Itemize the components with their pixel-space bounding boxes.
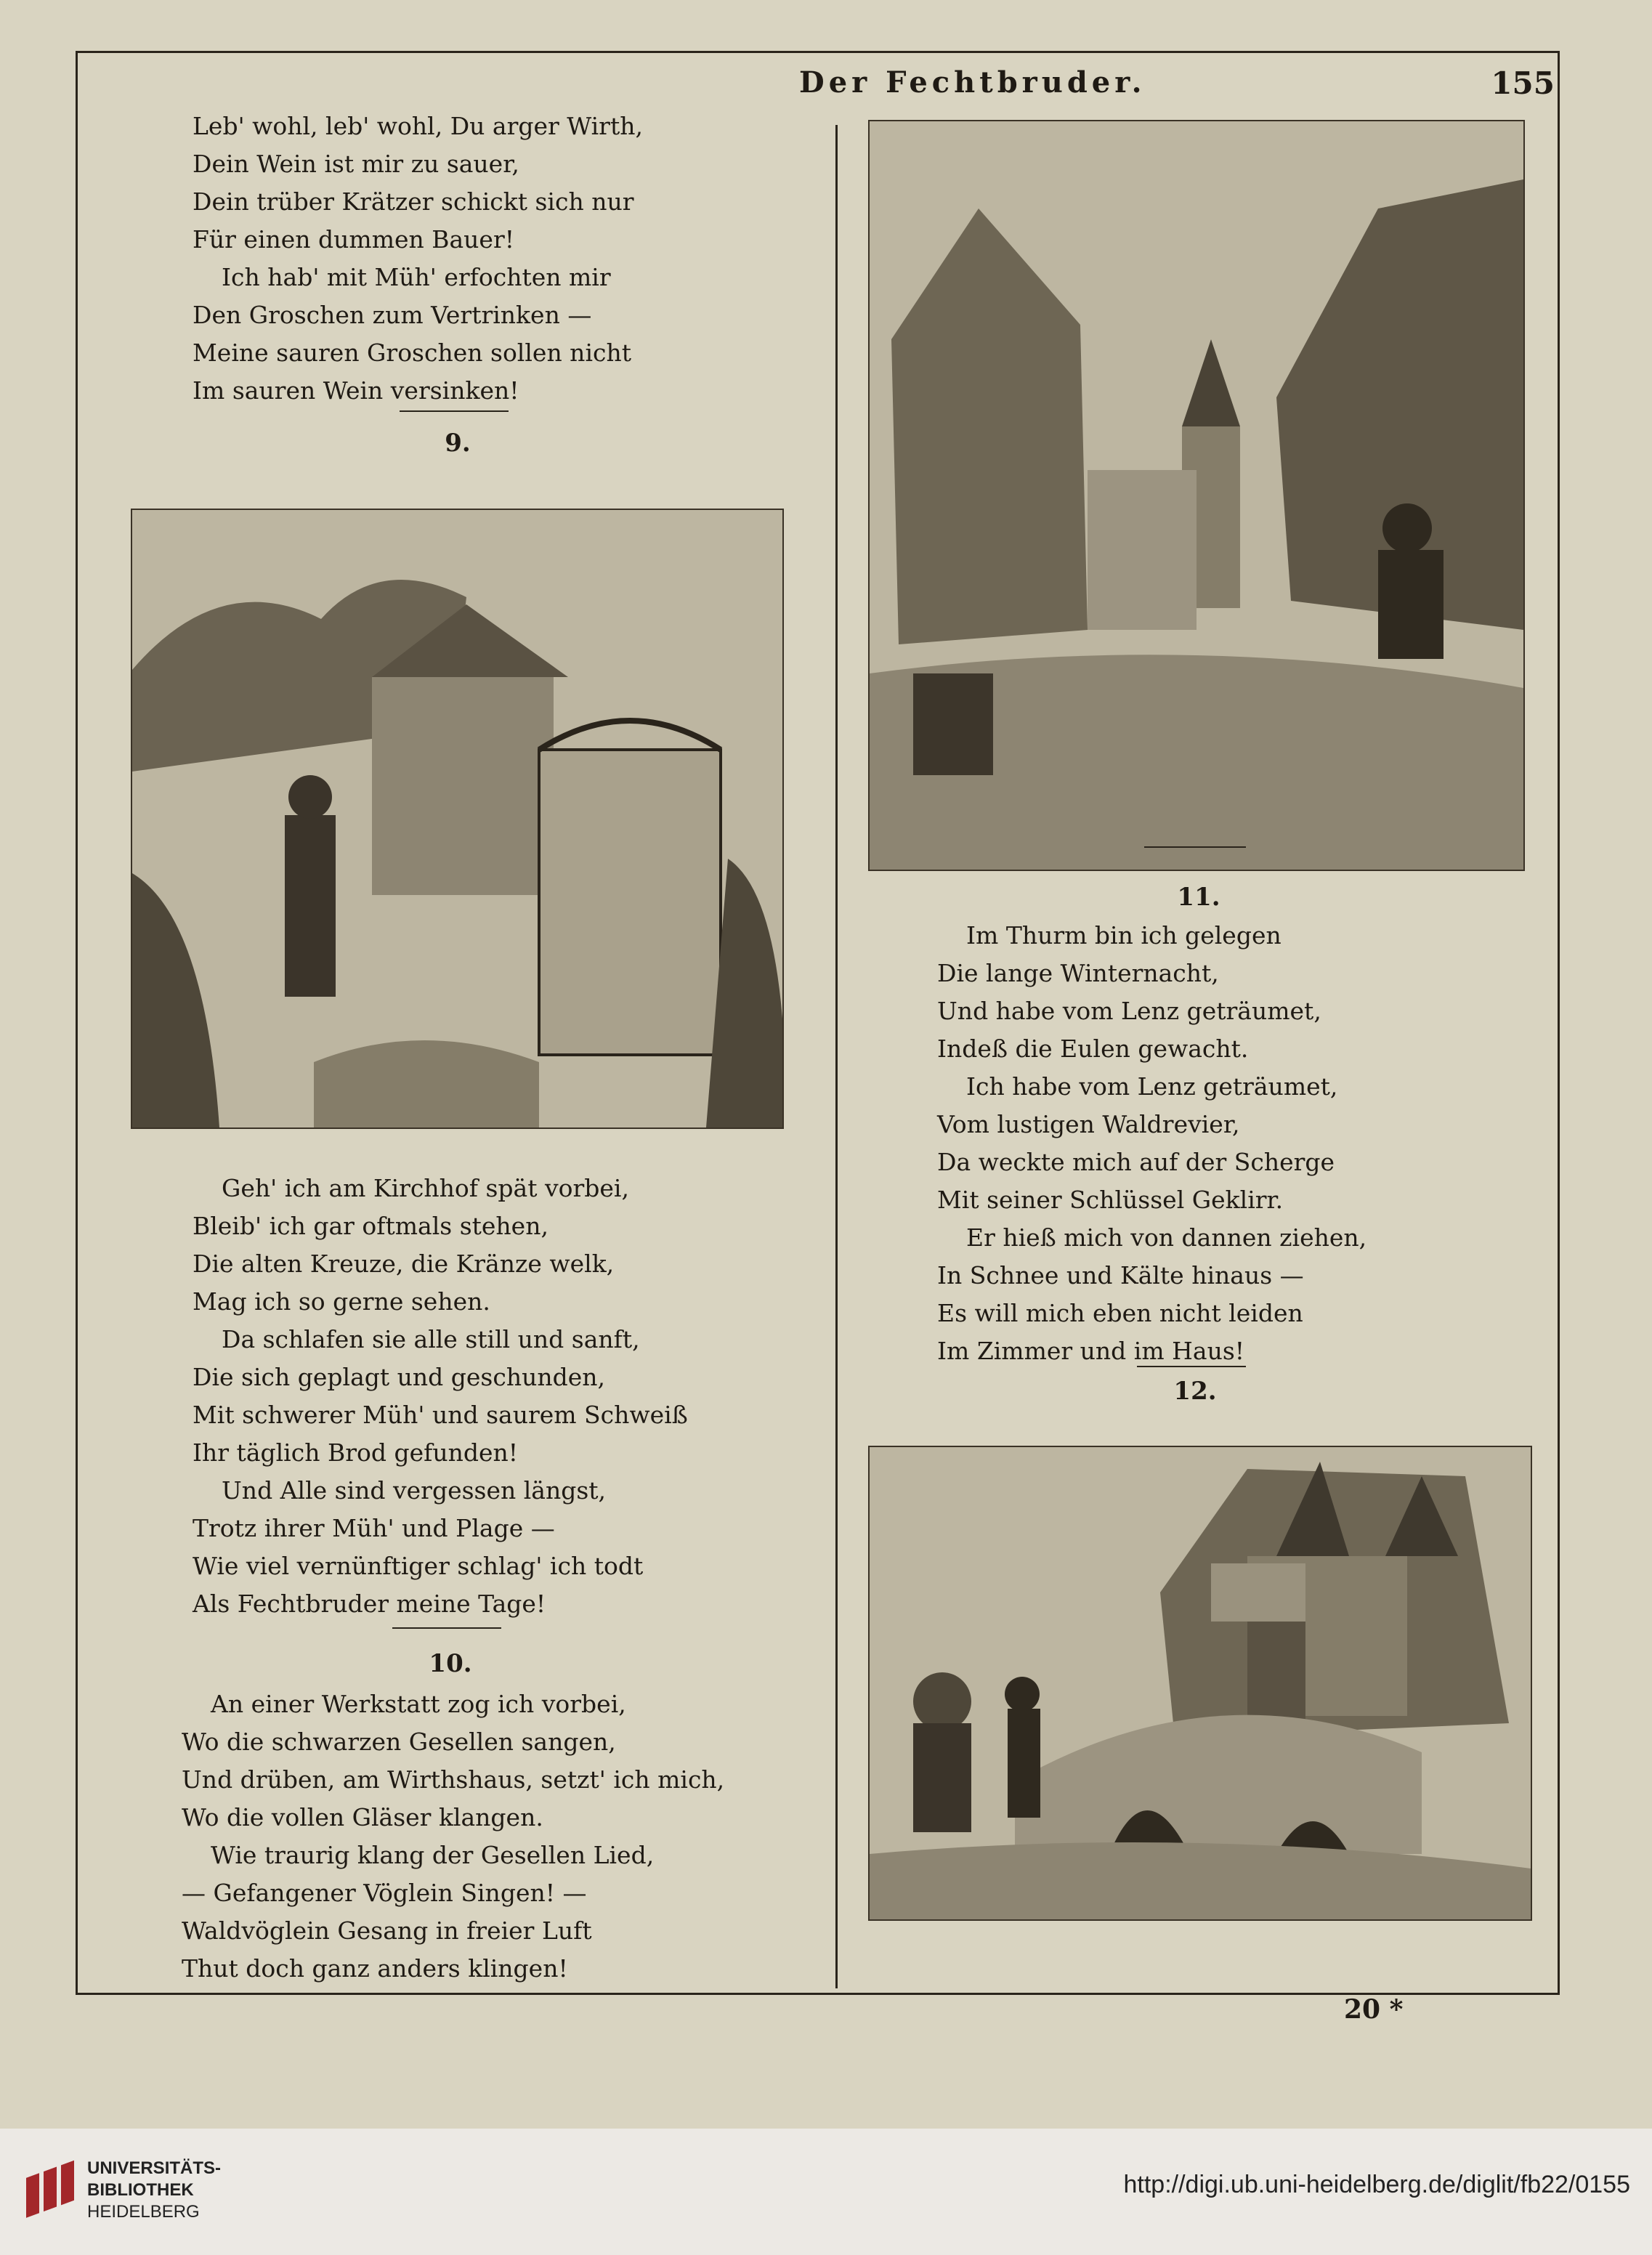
verse-line: In Schnee und Kälte hinaus — [937, 1261, 1304, 1290]
library-logo-icon [22, 2158, 80, 2223]
bridge-castle-engraving [870, 1447, 1531, 1919]
verse-line: Es will mich eben nicht leiden [937, 1299, 1303, 1327]
verse-line: Die alten Kreuze, die Kränze welk, [193, 1250, 615, 1278]
verse-line: Mit seiner Schlüssel Geklirr. [937, 1186, 1284, 1214]
churchyard-engraving [132, 510, 782, 1128]
signature-mark: 20 * [1344, 1994, 1404, 2025]
stanza-10 [182, 1685, 724, 1988]
running-title: Der Fechtbruder. [799, 65, 1146, 100]
library-footer [0, 2129, 1652, 2255]
source-url-link[interactable]: http://digi.ub.uni-heidelberg.de/diglit/fb22/0155 [1123, 2171, 1630, 2198]
verse-line: Mag ich so gerne sehen. [193, 1287, 490, 1316]
verse-line: Die sich geplagt und geschunden, [193, 1363, 605, 1391]
column-divider [835, 125, 838, 1988]
verse-line: Indeß die Eulen gewacht. [937, 1035, 1249, 1063]
section-rule [392, 1627, 501, 1629]
verse-line: Wie traurig klang der Gesellen Lied, [211, 1841, 655, 1869]
library-name [87, 2158, 221, 2223]
verse-line: Ich habe vom Lenz geträumet, [966, 1072, 1338, 1101]
verse-line: Wie viel vernünftiger schlag' ich todt [193, 1552, 644, 1580]
verse-line: Ihr täglich Brod gefunden! [193, 1438, 518, 1467]
section-number-12: 12. [1173, 1377, 1217, 1406]
stanza-11 [937, 917, 1366, 1370]
page-number: 155 [1491, 65, 1555, 101]
verse-line: Meine sauren Groschen sollen nicht [193, 339, 631, 367]
churchyard-illustration [131, 509, 784, 1129]
verse-line: Waldvöglein Gesang in freier Luft [182, 1916, 592, 1945]
stanza-9 [193, 1170, 688, 1623]
verse-line: Ich hab' mit Müh' erfochten mir [222, 263, 611, 291]
verse-line: Wo die vollen Gläser klangen. [182, 1803, 543, 1831]
library-logo [22, 2158, 80, 2223]
verse-line: Wo die schwarzen Gesellen sangen, [182, 1728, 616, 1756]
verse-line: Als Fechtbruder meine Tage! [193, 1590, 546, 1618]
verse-line: Geh' ich am Kirchhof spät vorbei, [222, 1174, 629, 1202]
verse-line: An einer Werkstatt zog ich vorbei, [211, 1690, 626, 1718]
section-number-9: 9. [445, 429, 471, 458]
verse-line: Thut doch ganz anders klingen! [182, 1954, 568, 1983]
verse-line: Er hieß mich von dannen ziehen, [966, 1223, 1367, 1252]
section-rule [1137, 1366, 1246, 1367]
verse-line: Im Thurm bin ich gelegen [966, 921, 1281, 950]
library-name-line: UNIVERSITÄTS- [87, 2158, 222, 2178]
verse-line: Und habe vom Lenz geträumet, [937, 997, 1321, 1025]
verse-line: Im sauren Wein versinken! [193, 376, 519, 405]
verse-line: Für einen dummen Bauer! [193, 225, 515, 254]
verse-line: — Gefangener Vöglein Singen! — [182, 1879, 587, 1907]
verse-line: Und drüben, am Wirthshaus, setzt' ich mich, [182, 1765, 725, 1794]
section-rule [400, 410, 509, 412]
verse-line: Da schlafen sie alle still und sanft, [222, 1325, 640, 1353]
verse-line: Den Groschen zum Vertrinken — [193, 301, 592, 329]
library-name-line: HEIDELBERG [87, 2202, 200, 2222]
page-header [80, 64, 1562, 108]
section-number-10: 10. [429, 1649, 472, 1678]
stanza-top [193, 108, 643, 410]
bridge-castle-illustration [868, 1446, 1532, 1921]
verse-line: Vom lustigen Waldrevier, [937, 1110, 1240, 1138]
verse-line: Bleib' ich gar oftmals stehen, [193, 1212, 548, 1240]
section-rule [1144, 846, 1246, 848]
verse-line: Trotz ihrer Müh' und Plage — [193, 1514, 555, 1542]
street-scene-engraving [870, 121, 1523, 870]
verse-line: Leb' wohl, leb' wohl, Du arger Wirth, [193, 112, 643, 140]
verse-line: Die lange Winternacht, [937, 959, 1219, 987]
verse-line: Mit schwerer Müh' und saurem Schweiß [193, 1401, 688, 1429]
street-scene-illustration [868, 120, 1525, 871]
section-number-11: 11. [1177, 883, 1220, 912]
verse-line: Dein Wein ist mir zu sauer, [193, 150, 519, 178]
verse-line: Im Zimmer und im Haus! [937, 1337, 1245, 1365]
library-name-line: BIBLIOTHEK [87, 2180, 194, 2200]
verse-line: Und Alle sind vergessen längst, [222, 1476, 607, 1505]
verse-line: Da weckte mich auf der Scherge [937, 1148, 1335, 1176]
verse-line: Dein trüber Krätzer schickt sich nur [193, 187, 634, 216]
